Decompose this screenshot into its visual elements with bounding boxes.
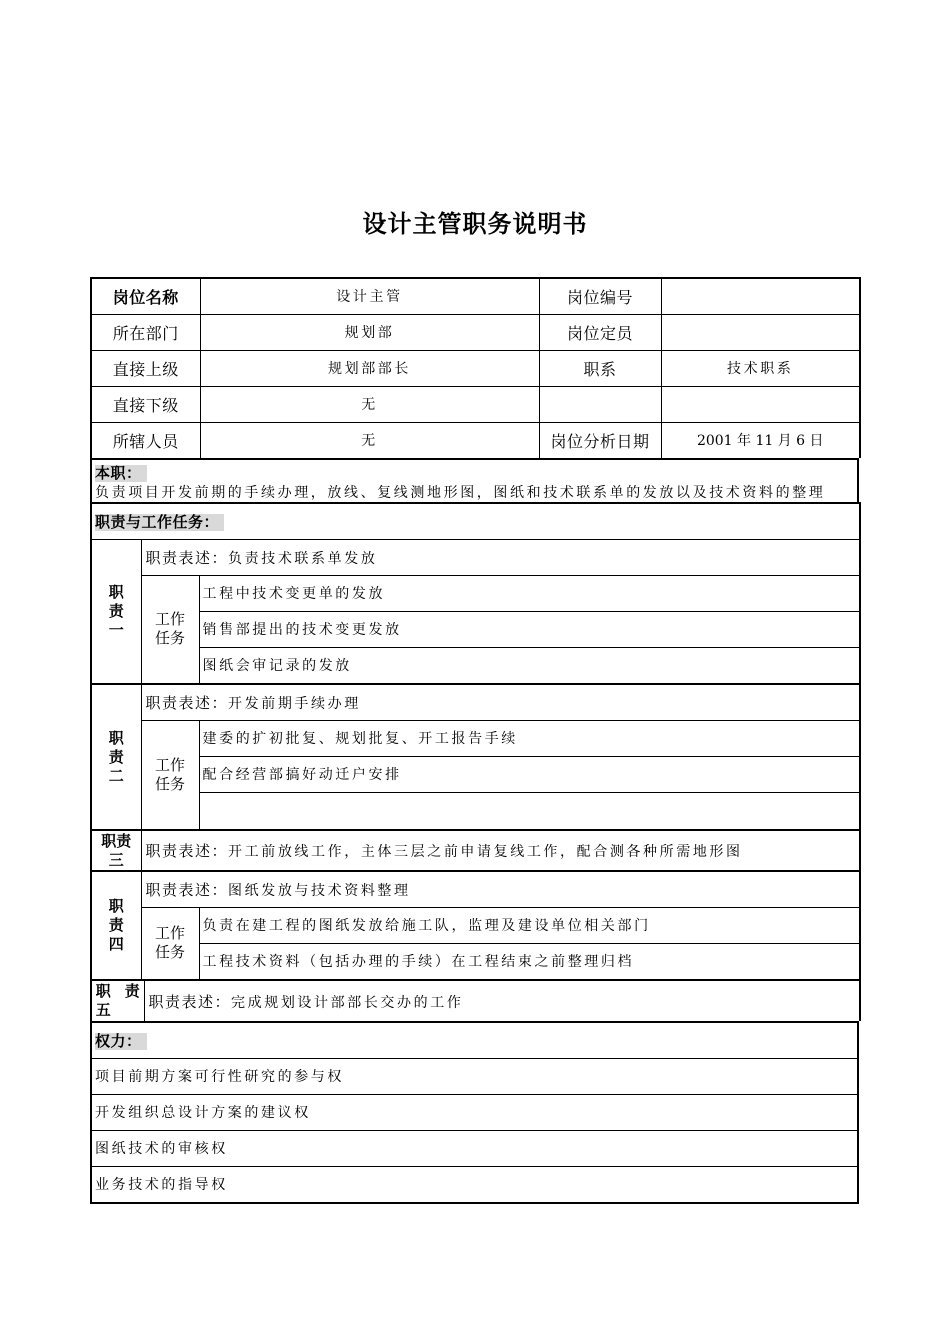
page-title: 设计主管职务说明书 [362,210,588,238]
supervisor-label: 直接上级 [91,350,200,386]
authority-table [90,1021,859,1204]
duties-header-row [91,503,860,539]
duty-3-statement-label: 职责表述： [145,842,229,860]
department-value: 规划部 [200,314,539,350]
authority-row [91,1130,858,1166]
subordinates-label: 直接下级 [91,386,200,422]
duty-row [91,756,860,792]
duty-row [91,943,860,979]
duties-header [91,503,860,539]
summary-section [91,459,858,502]
duty-5-label: 职责五 [95,982,140,1019]
duty-2-table [90,683,861,829]
job-family-label: 职系 [539,350,661,386]
duties-label: 职责与工作任务： [95,514,224,531]
authority-header [91,1022,858,1058]
duty-row [91,907,860,943]
duty-row [91,871,860,907]
duty-row [91,684,860,720]
duty-4-task-label-cell [141,907,199,979]
duty-5-table [90,979,861,1021]
duty-row [91,980,860,1021]
duty-1-statement-row [141,539,860,575]
duty-4-task-1: 负责在建工程的图纸发放给施工队，监理及建设单位相关部门 [199,907,860,943]
duty-3-label: 职责三 [101,831,132,869]
basic-info-table [90,277,861,458]
authority-header-row [91,1022,858,1058]
duty-4-statement-label: 职责表述： [145,880,229,899]
duty-5-statement-row [144,980,860,1021]
duty-1-label-cell [91,539,141,683]
duty-2-task-1: 建委的扩初批复、规划批复、开工报告手续 [199,720,860,756]
duty-2-statement-label: 职责表述： [145,693,229,712]
info-row [91,386,860,422]
subordinates-value: 无 [200,386,539,422]
duty-5-label-cell [91,980,144,1021]
position-code-label: 岗位编号 [539,278,661,314]
authority-row [91,1166,858,1203]
supervisor-value: 规划部部长 [200,350,539,386]
duty-4-label-cell [91,871,141,979]
duty-3-statement-text: 开工前放线工作，主体三层之前申请复线工作，配合测各种所需地形图 [228,844,743,860]
managed-staff-value: 无 [200,422,539,458]
duty-1-task-label-cell [141,575,199,683]
position-code-value [661,278,860,314]
duty-row [91,720,860,756]
analysis-date-label: 岗位分析日期 [539,422,661,458]
headcount-label: 岗位定员 [539,314,661,350]
duty-1-task-2: 销售部提出的技术变更发放 [199,611,860,647]
job-family-value: 技术职系 [661,350,860,386]
duty-row [91,539,860,575]
info-row [91,422,860,458]
summary-text: 负责项目开发前期的手续办理，放线、复线测地形图，图纸和技术联系单的发放以及技术资料的整理 [95,485,826,501]
authority-row [91,1058,858,1094]
duty-2-task-label: 工作任务 [154,755,185,793]
duty-3-table [90,829,861,870]
duty-2-statement-text: 开发前期手续办理 [228,695,361,712]
duty-2-task-label-cell [141,720,199,829]
authority-item: 图纸技术的审核权 [91,1130,858,1166]
duty-1-statement-label: 职责表述： [145,548,229,567]
info-row [91,278,860,314]
duty-2-statement-row [141,684,860,720]
duty-2-label: 职责二 [108,728,124,785]
duty-2-label-cell [91,684,141,829]
duty-5-statement-label: 职责表述： [148,992,232,1011]
duty-4-label: 职责四 [108,897,124,953]
duty-row [91,611,860,647]
authority-row [91,1094,858,1130]
headcount-value [661,314,860,350]
authority-item: 开发组织总设计方案的建议权 [91,1094,858,1130]
summary-row [91,459,858,502]
summary-table [90,458,859,502]
duty-1-task-3: 图纸会审记录的发放 [199,647,860,683]
authority-label: 权力： [95,1033,147,1050]
authority-item: 项目前期方案可行性研究的参与权 [91,1058,858,1094]
empty-label-cell [539,386,661,422]
duty-1-statement-text: 负责技术联系单发放 [228,550,378,567]
duty-4-task-2: 工程技术资料（包括办理的手续）在工程结束之前整理归档 [199,943,860,979]
duty-row [91,575,860,611]
duty-row [91,647,860,683]
duty-3-statement-row [141,830,860,870]
position-name-value: 设计主管 [200,278,539,314]
duty-row [91,830,860,870]
duty-1-label: 职责一 [108,582,124,639]
duty-2-task-empty [199,792,860,829]
department-label: 所在部门 [91,314,200,350]
duty-4-statement-row [141,871,860,907]
duty-4-task-label: 工作任务 [154,924,185,962]
analysis-date-value: 2001 年 11 月 6 日 [661,422,860,458]
managed-staff-label: 所辖人员 [91,422,200,458]
duty-3-label-cell [91,830,141,870]
duty-1-table [90,502,861,683]
duty-5-statement-text: 完成规划设计部部长交办的工作 [231,994,464,1011]
duty-1-task-1: 工程中技术变更单的发放 [199,575,860,611]
position-name-label: 岗位名称 [91,278,200,314]
job-description-form [90,277,859,1204]
duty-4-statement-text: 图纸发放与技术资料整理 [228,882,411,899]
duty-4-table [90,870,861,979]
empty-value-cell [661,386,860,422]
duty-row [91,792,860,829]
duty-2-task-2: 配合经营部搞好动迁户安排 [199,756,860,792]
authority-item: 业务技术的指导权 [91,1166,858,1203]
info-row [91,350,860,386]
summary-label: 本职： [95,465,147,482]
info-row [91,314,860,350]
duty-1-task-label: 工作任务 [154,610,185,648]
